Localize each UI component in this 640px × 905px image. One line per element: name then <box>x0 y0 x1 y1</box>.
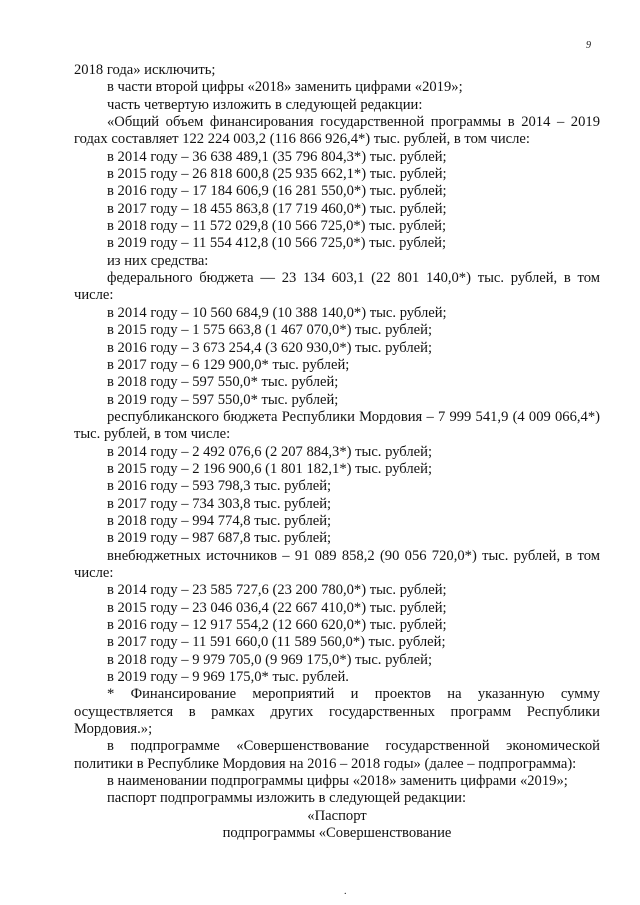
list-item: в 2015 году – 2 196 900,6 (1 801 182,1*) тыс. рублей; <box>107 460 432 477</box>
list-item: в 2019 году – 987 687,8 тыс. рублей; <box>107 530 332 547</box>
paragraph-subprogram: в подпрограмме «Совершенствование государственной экономической политики в Республике Мордовия на 2016 – 2018 годы» (далее – подпрограмма): <box>74 738 600 772</box>
list-item: в 2015 году – 1 575 663,8 (1 467 070,0*) тыс. рублей; <box>107 322 432 339</box>
paragraph-extrabudgetary: внебюджетных источников – 91 089 858,2 (90 056 720,0*) тыс. рублей, в том числе: <box>74 547 600 581</box>
text-line: в части второй цифры «2018» заменить цифрами «2019»; <box>107 79 463 96</box>
text-line: часть четвертую изложить в следующей редакции: <box>107 96 423 113</box>
text-line: в наименовании подпрограммы цифры «2018» заменить цифрами «2019»; <box>107 773 568 790</box>
list-item: в 2017 году – 6 129 900,0* тыс. рублей; <box>107 356 350 373</box>
paragraph-federal-budget: федерального бюджета — 23 134 603,1 (22 801 140,0*) тыс. рублей, в том числе: <box>74 270 600 304</box>
list-item: в 2019 году – 9 969 175,0* тыс. рублей. <box>107 669 349 686</box>
list-item: в 2017 году – 18 455 863,8 (17 719 460,0*) тыс. рублей; <box>107 200 447 217</box>
text-line: 2018 года» исключить; <box>74 62 216 78</box>
list-item: в 2019 году – 11 554 412,8 (10 566 725,0*) тыс. рублей; <box>107 235 447 252</box>
document-body <box>74 62 600 842</box>
paragraph-republic-budget: республиканского бюджета Республики Мордовия – 7 999 541,9 (4 009 066,4*) тыс. рублей, в том числе: <box>74 408 600 443</box>
passport-heading: «Паспорт <box>307 807 367 824</box>
list-item: в 2016 году – 12 917 554,2 (12 660 620,0*) тыс. рублей; <box>107 617 447 633</box>
list-item: в 2014 году – 2 492 076,6 (2 207 884,3*) тыс. рублей; <box>107 443 432 460</box>
list-item: в 2016 году – 593 798,3 тыс. рублей; <box>107 478 332 495</box>
list-item: в 2019 году – 597 550,0* тыс. рублей; <box>107 391 339 408</box>
list-item: в 2018 году – 597 550,0* тыс. рублей; <box>107 374 339 391</box>
text-line: из них средства: <box>107 252 209 269</box>
list-item: в 2018 году – 9 979 705,0 (9 969 175,0*) тыс. рублей; <box>107 651 432 668</box>
paragraph-total-funding: «Общий объем финансирования государственной программы в 2014 – 2019 годах составляет 122 224 003,2 (116 866 926,4*) тыс. рублей, в том числе: <box>74 114 600 148</box>
page-number: 9 <box>586 40 591 51</box>
list-item: в 2014 году – 36 638 489,1 (35 796 804,3*) тыс. рублей; <box>107 148 447 165</box>
list-item: в 2016 году – 3 673 254,4 (3 620 930,0*) тыс. рублей; <box>107 339 432 356</box>
list-item: в 2015 году – 23 046 036,4 (22 667 410,0*) тыс. рублей; <box>107 599 447 616</box>
list-item: в 2015 году – 26 818 600,8 (25 935 662,1*) тыс. рублей; <box>107 166 447 183</box>
text-line: паспорт подпрограммы изложить в следующей редакции: <box>107 790 467 807</box>
list-item: в 2017 году – 734 303,8 тыс. рублей; <box>107 495 332 512</box>
list-item: в 2016 году – 17 184 606,9 (16 281 550,0*) тыс. рублей; <box>107 183 447 200</box>
list-item: в 2018 году – 994 774,8 тыс. рублей; <box>107 512 332 529</box>
list-item: в 2014 году – 23 585 727,6 (23 200 780,0*) тыс. рублей; <box>107 582 447 599</box>
passport-subheading: подпрограммы «Совершенствование <box>222 825 452 842</box>
footnote: * Финансирование мероприятий и проектов на указанную сумму осуществляется в рамках других государственных программ Республики Мордовия.»; <box>74 686 600 738</box>
list-item: в 2014 году – 10 560 684,9 (10 388 140,0*) тыс. рублей; <box>107 304 447 321</box>
stray-mark: . <box>344 886 347 897</box>
list-item: в 2018 году – 11 572 029,8 (10 566 725,0*) тыс. рублей; <box>107 218 447 235</box>
list-item: в 2017 году – 11 591 660,0 (11 589 560,0*) тыс. рублей; <box>107 634 446 651</box>
